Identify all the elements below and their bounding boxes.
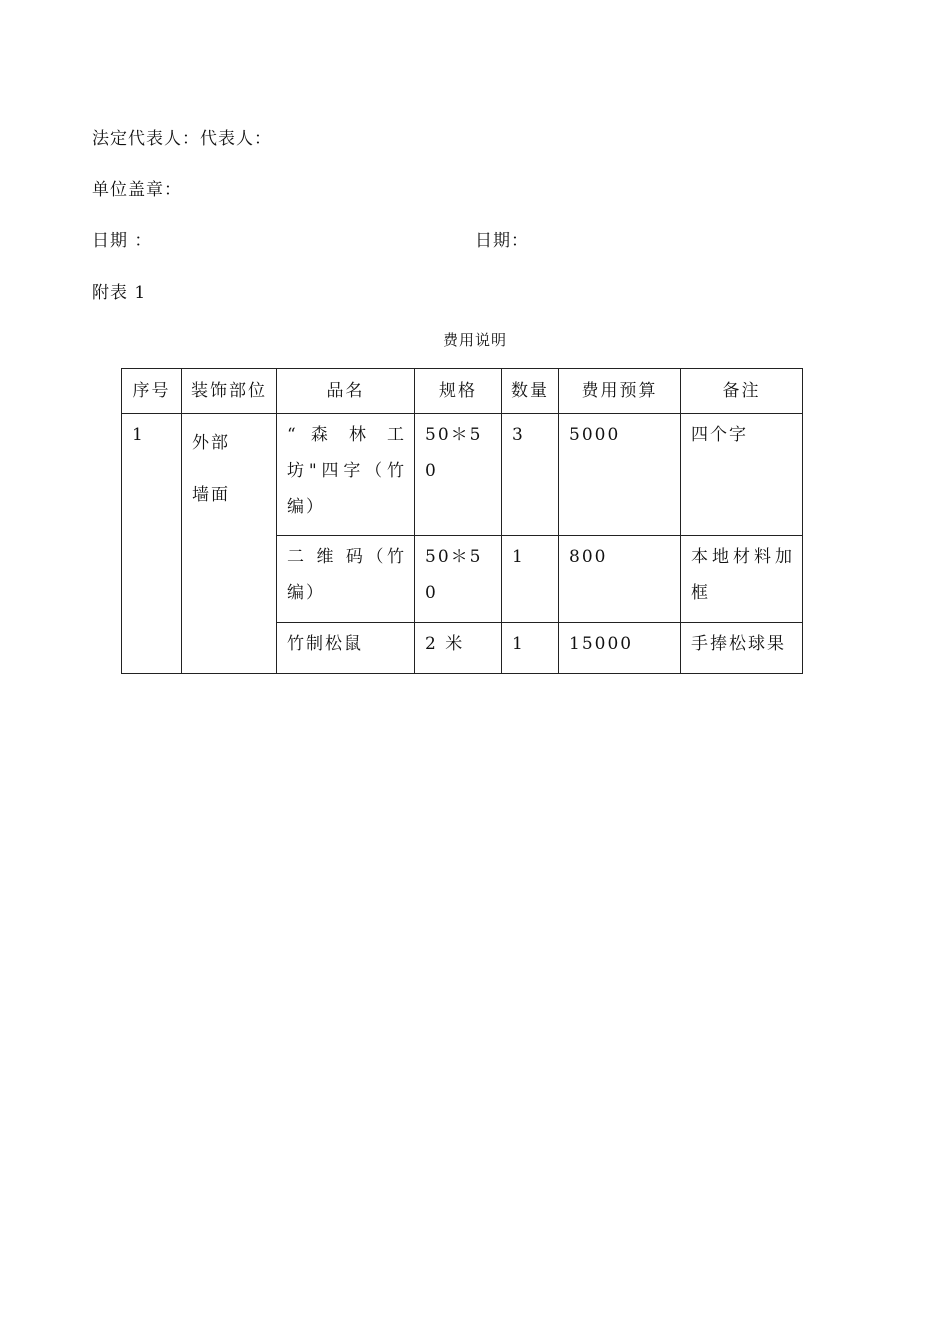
date-label-left: 日期 ： <box>92 231 153 251</box>
appendix-label: 附表 1 <box>92 283 147 303</box>
cell-location-line2: 墙面 <box>192 485 230 505</box>
fee-table <box>121 368 803 674</box>
column-header-item-name: 品名 <box>277 369 415 414</box>
date-label-right: 日期： <box>475 231 529 251</box>
cell-item-name: 竹制松鼠 <box>277 623 415 674</box>
unit-seal-label: 单位盖章： <box>92 180 182 200</box>
cell-spec: 2 米 <box>415 623 502 674</box>
cell-note: 手捧松球果 <box>681 623 803 674</box>
cell-seq: 1 <box>122 414 182 674</box>
column-header-location: 装饰部位 <box>182 369 277 414</box>
table-title: 费用说明 <box>442 331 507 349</box>
column-header-note: 备注 <box>681 369 803 414</box>
cell-item-name: 二 维 码（竹编） <box>277 536 415 623</box>
cell-spec: 50＊50 <box>415 414 502 536</box>
cell-item-name: “ 森 林 工 坊"四字（竹编） <box>277 414 415 536</box>
legal-representative-label: 法定代表人：代表人： <box>92 129 272 149</box>
cell-quantity: 3 <box>502 414 559 536</box>
cell-note: 本地材料加框 <box>681 536 803 623</box>
cell-quantity: 1 <box>502 536 559 623</box>
cell-budget: 15000 <box>559 623 681 674</box>
cell-location <box>182 414 277 674</box>
cell-spec: 50＊50 <box>415 536 502 623</box>
column-header-budget: 费用预算 <box>559 369 681 414</box>
column-header-spec: 规格 <box>415 369 502 414</box>
cell-note: 四个字 <box>681 414 803 536</box>
cell-budget: 800 <box>559 536 681 623</box>
column-header-seq: 序号 <box>122 369 182 414</box>
cell-budget: 5000 <box>559 414 681 536</box>
column-header-quantity: 数量 <box>502 369 559 414</box>
cell-quantity: 1 <box>502 623 559 674</box>
cell-location-line1: 外部 <box>192 433 230 453</box>
table-header-row <box>122 369 803 414</box>
table-row <box>122 414 803 536</box>
